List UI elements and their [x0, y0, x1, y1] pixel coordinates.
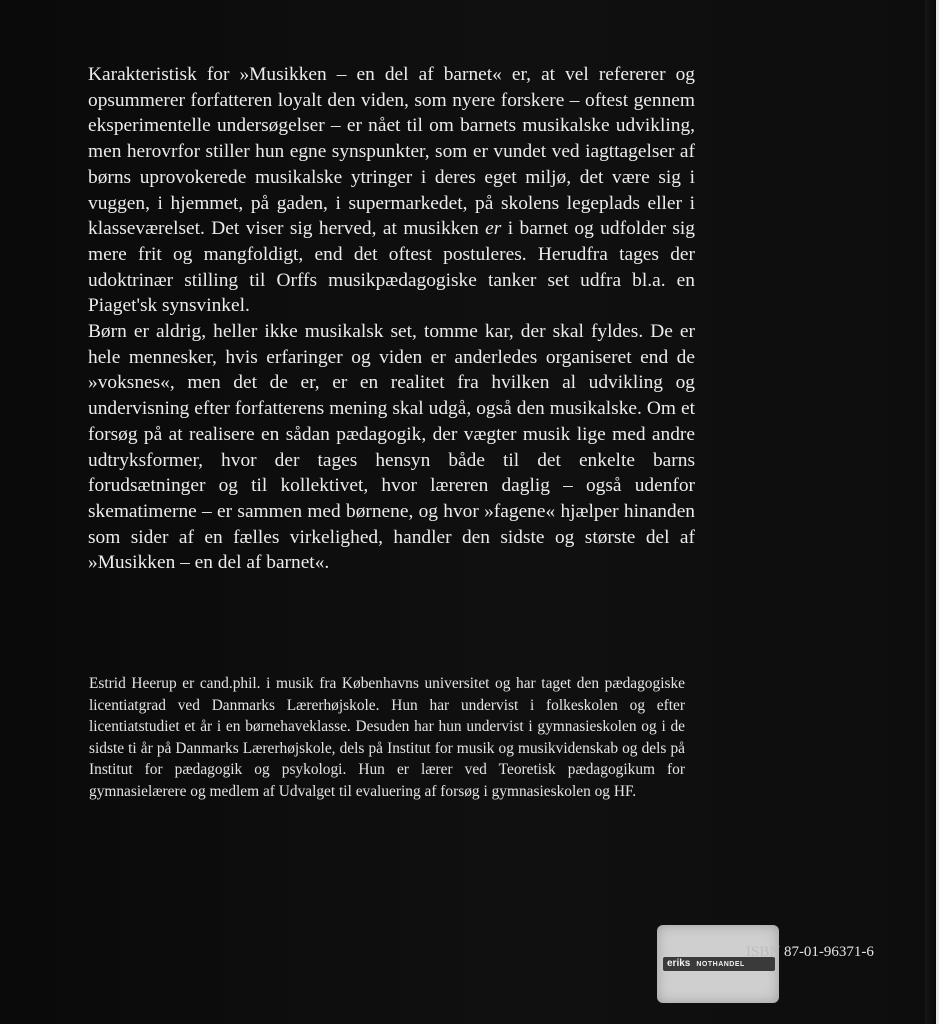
price-sticker [657, 925, 779, 1003]
author-bio: Estrid Heerup er cand.phil. i musik fra Københavns universitet og har taget den pædagogiske licentiatgrad ved Danmarks Lærerhøjskole. Hun har undervist i folkeskolen og efter licentiatstudiet et år i en børnehaveklasse. Desuden har hun undervist i gymnasieskolen og i de sidste ti år på Danmarks Lærerhøjskole, dels på Institut for musik og musikvidenskab og dels på Institut for pædagogik og psykologi. Hun er lærer ved Teoretisk pædagogikum for gymnasielærere og medlem af Udvalget til evaluering af forsøg i gymnasieskolen og HF. [89, 675, 685, 800]
shop-brand: eriks [667, 958, 691, 969]
blurb-text [88, 62, 695, 576]
blurb-paragraph-2: Børn er aldrig, heller ikke musikalsk set, tomme kar, der skal fyldes. De er hele mennesker, hvis erfaringer og viden er anderledes organiseret end de »voksnes«, men det de er, er en realitet fra hvilken al udvikling og undervisning efter forfatterens mening skal udgå, også den musikalske. Om et forsøg på at realisere en sådan pædagogik, der vægter musik lige med andre udtryksformer, hvor der tages hensyn både til det enkelte barns forudsætninger og til kollektivet, hvor læreren daglig – også udenfor skematimerne – er sammen med børnene, og hvor »fagene« hjælper hinanden som sider af en fælles virkelighed, handler den sidste og største del af »Musikken – en del af barnet«. [88, 321, 695, 574]
isbn-label: ISBN [746, 944, 781, 960]
isbn-number: 87-01-96371-6 [783, 944, 874, 960]
blurb-emphasis: er [485, 218, 502, 240]
blurb-paragraph-1-end: i barnet og udfolder sig mere frit og mangfoldigt, end det oftest postuleres. Herudfra tages der udoktrinær stilling til Orffs musikpædagogiske tanker set udfra bl.a. en Piaget'sk synsvinkel. [88, 218, 695, 317]
shop-name: NOTHANDEL [696, 961, 745, 968]
blurb-paragraph-1 [88, 62, 695, 319]
isbn-line [746, 944, 874, 961]
blurb-paragraph-1-start: Karakteristisk for »Musikken – en del af barnet« er, at vel refererer og opsummerer forfatteren loyalt den viden, som nyere forskere – oftest gennem eksperimentelle undersøgelser – er nået til om barnets musikalske udvikling, men herovrfor stiller hun egne synspunkter, som er vundet ved iagttagelser af børns uprovokerede musikalske ytringer i deres eget miljø, det være sig i vuggen, i hjemmet, på gaden, i supermarkedet, på skolens legeplads eller i klasseværelset. Det viser sig herved, at musikken [88, 64, 695, 240]
